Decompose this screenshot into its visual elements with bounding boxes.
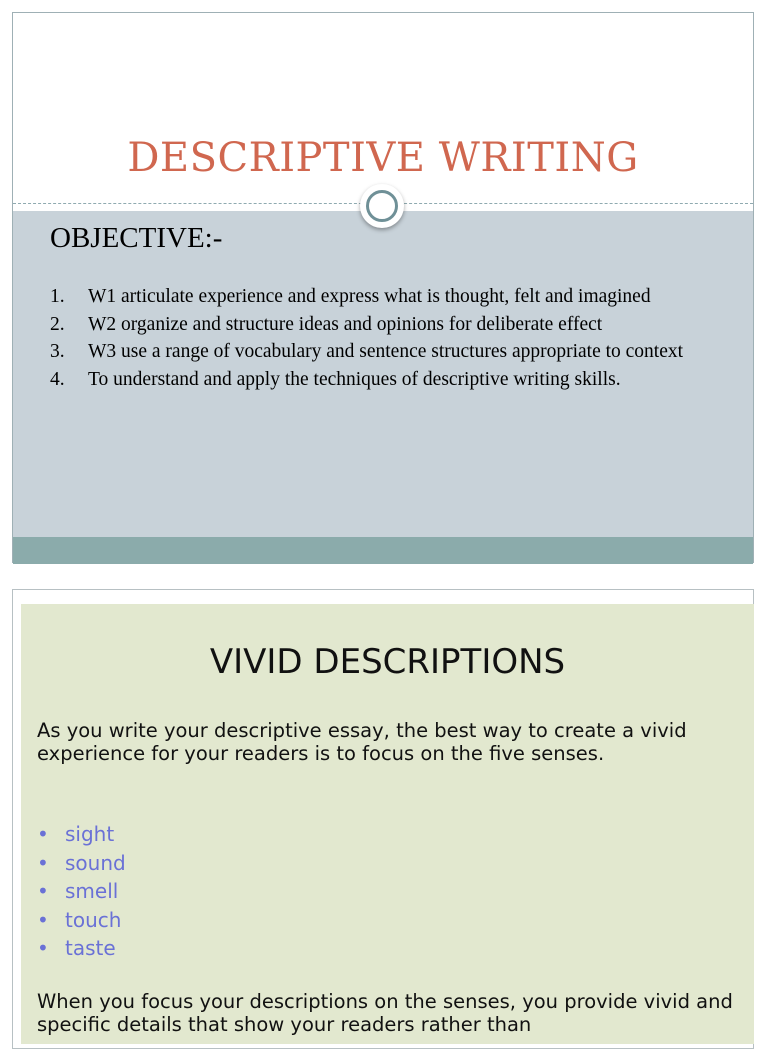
outro-paragraph: When you focus your descriptions on the senses, you provide vivid and specific details that show your readers rather than xyxy=(37,990,733,1036)
bullet-icon: • xyxy=(37,879,49,903)
objective-heading: OBJECTIVE:- xyxy=(50,222,223,254)
objective-text: W3 use a range of vocabulary and sentence structures appropriate to context xyxy=(88,341,684,362)
list-item xyxy=(50,283,730,311)
slide-title: DESCRIPTIVE WRITING xyxy=(127,135,639,181)
sense-label: sight xyxy=(65,822,115,846)
list-item xyxy=(50,366,730,394)
sense-label: taste xyxy=(65,936,116,960)
circle-ornament-icon xyxy=(360,184,404,228)
sense-label: smell xyxy=(65,879,119,903)
list-item xyxy=(37,820,126,849)
list-number: 3. xyxy=(50,341,65,362)
bottom-band xyxy=(13,537,753,564)
title-area xyxy=(13,13,753,206)
bullet-icon: • xyxy=(37,907,49,932)
slide-title: VIVID DESCRIPTIONS xyxy=(209,642,566,682)
objective-list xyxy=(50,283,730,393)
content-panel xyxy=(21,604,754,1044)
slide-descriptive-writing xyxy=(12,12,754,563)
objective-text: W2 organize and structure ideas and opinions for deliberate effect xyxy=(88,313,603,335)
bullet-icon: • xyxy=(37,822,49,846)
list-number: 2. xyxy=(50,313,65,335)
list-number: 4. xyxy=(50,368,65,390)
bullet-icon: • xyxy=(37,936,49,960)
objective-text: To understand and apply the techniques of descriptive writing skills. xyxy=(88,368,621,390)
list-item xyxy=(37,877,126,906)
objective-text: W1 articulate experience and express what is thought, felt and imagined xyxy=(88,286,651,307)
bullet-icon: • xyxy=(37,850,49,875)
senses-list xyxy=(37,820,126,963)
sense-label: touch xyxy=(65,907,122,932)
list-item xyxy=(37,934,126,963)
slide-vivid-descriptions xyxy=(12,589,754,1049)
list-item xyxy=(50,338,730,366)
list-item xyxy=(50,311,730,339)
list-item xyxy=(37,906,126,935)
intro-paragraph: As you write your descriptive essay, the best way to create a vivid experience for your readers is to focus on the five senses. xyxy=(37,719,687,765)
list-number: 1. xyxy=(50,286,65,307)
sense-label: sound xyxy=(65,850,126,875)
list-item xyxy=(37,849,126,878)
